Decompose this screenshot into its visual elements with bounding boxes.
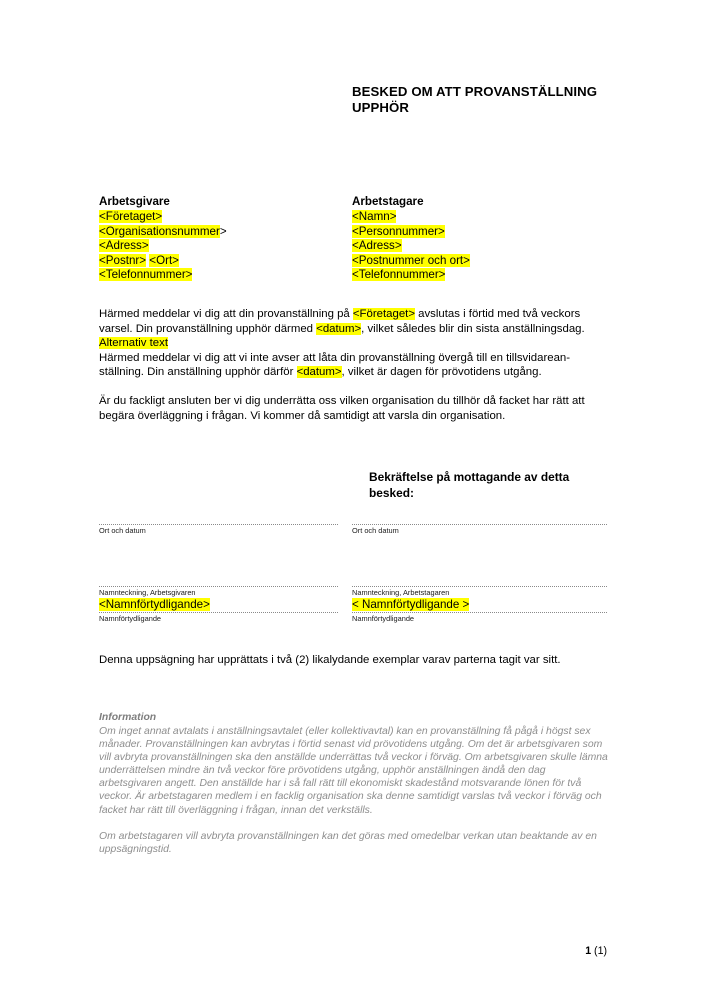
employer-signature-caption: Namnteckning, Arbetsgivaren (99, 588, 196, 597)
employee-name (352, 210, 607, 225)
employer-address-value: <Adress> (99, 239, 149, 253)
employer-orgnumber (99, 225, 338, 240)
confirmation-heading: Bekräftelse på mottagande av detta besked: (369, 470, 570, 500)
employer-orgnumber-value: <Organisationsnummer (99, 224, 220, 238)
notice-paragraph-alternative (99, 351, 611, 380)
employee-place-date-caption: Ort och datum (352, 526, 399, 535)
employer-orgnumber-bracket: > (219, 224, 227, 238)
body-content (99, 307, 611, 423)
notice-primary-date: <datum> (316, 322, 362, 335)
employer-name-caption: Namnförtydligande (99, 614, 162, 623)
notice-primary-part1: Härmed meddelar vi dig att din provanställning på (99, 308, 353, 320)
employee-address-value: <Adress> (352, 239, 402, 253)
employer-postal-city (99, 254, 338, 269)
closing-statement: Denna uppsägning har upprättats i två (2) likalydande exemplar varav parterna tagit var sitt. (99, 654, 561, 666)
information-spacer (99, 817, 611, 830)
notice-alt-part2: , vilket är dagen för prövotidens utgång. (341, 366, 542, 379)
employee-block (352, 194, 607, 283)
information-paragraph-1: Om inget annat avtalats i anställningsavtalet (eller kollektivavtal) kan en provanställning få pågå i högst sex månader. Provanställningen kan avbrytas i förtid senast vid prövotidens utgång. Om det är arbetsgivaren som vill avbryta provanställningen ska den anställde underrättas två veckor i förväg. Om arbetsgivaren skulle lämna underrättelsen mindre än två veckor före prövotidens utgång, upphör anställningen ändå den dag arbetsgivaren angett. Den anställde har i så fall rätt till ekonomiskt skadestånd motsvarande lönen för två veckor. Är arbetstagaren medlem i en facklig organisation ska denne samtidigt varslas två veckor i förväg och facket har rätt till överläggning i frågan, innan det verkställs. (99, 726, 608, 816)
employer-place-date-block (99, 524, 338, 536)
employer-place-date-line[interactable] (99, 524, 338, 525)
employer-city-value: <Ort> (149, 253, 179, 267)
employer-block (99, 194, 338, 283)
employee-signature-line[interactable] (352, 586, 607, 587)
employee-place-date-line[interactable] (352, 524, 607, 525)
employee-phone-value: <Telefonnummer> (352, 268, 446, 282)
employer-signature-line[interactable] (99, 586, 338, 587)
employer-phone (99, 268, 338, 283)
information-paragraph-2: Om arbetstagaren vill avbryta provanställningen kan det göras med omedelbar verkan utan beaktande av en uppsägningstid. (99, 830, 597, 855)
notice-primary-part3: , vilket således blir din sista anställningsdag. (361, 322, 585, 335)
employer-name-line[interactable] (99, 612, 338, 613)
employee-place-date-block (352, 524, 607, 536)
employee-personnumber-value: <Personnummer> (352, 224, 445, 238)
alternative-text-label-value: Alternativ text (99, 337, 169, 350)
employer-phone-value: <Telefonnummer> (99, 268, 193, 282)
employee-name-clarification-value: < Namnförtydligande > (352, 598, 470, 611)
employee-heading: Arbetstagare (352, 195, 424, 208)
employee-address (352, 239, 607, 254)
employee-phone (352, 268, 607, 283)
employer-signature-block (99, 586, 338, 624)
paragraph-spacer (99, 380, 611, 394)
employee-personnumber (352, 225, 607, 240)
employee-name-caption: Namnförtydligande (352, 614, 415, 623)
employer-company (99, 210, 338, 225)
information-heading: Information (99, 712, 157, 723)
page-footer (99, 944, 607, 958)
employee-name-clarification[interactable] (352, 598, 607, 612)
employer-address (99, 239, 338, 254)
employee-signature-block (352, 586, 607, 624)
page-title: BESKED OM ATT PROVANSTÄLLNING UPPHÖR (352, 84, 598, 115)
union-paragraph: Är du fackligt ansluten ber vi dig underrätta oss vilken organisation du tillhör då facket har rätt att begära överläggning i frågan. Vi kommer då samtidigt att varsla din organisation. (99, 394, 585, 422)
employer-company-value: <Företaget> (99, 210, 163, 223)
notice-primary-company: <Företaget> (352, 308, 415, 320)
employer-heading: Arbetsgivare (99, 195, 170, 208)
notice-primary-part2: avslutas i förtid med två veckors varsel. Din provanställning upphör därmed (99, 308, 581, 335)
employer-name-clarification[interactable] (99, 598, 338, 612)
employer-place-date-caption: Ort och datum (99, 526, 146, 535)
employee-name-value: <Namn> (352, 210, 397, 223)
notice-alt-date: <datum> (296, 366, 342, 379)
employee-postal-city (352, 254, 607, 269)
employer-name-clarification-value: <Namnförtydligande> (99, 598, 210, 611)
footer-page-total: (1) (594, 945, 607, 957)
employee-name-line[interactable] (352, 612, 607, 613)
footer-page-number: 1 (585, 945, 592, 957)
information-section (99, 711, 611, 856)
employee-postal-city-value: <Postnummer och ort> (352, 253, 470, 267)
employee-signature-caption: Namnteckning, Arbetstagaren (352, 588, 450, 597)
notice-paragraph-primary (99, 307, 611, 336)
alternative-text-label (99, 336, 611, 351)
notice-alt-part1: Härmed meddelar vi dig att vi inte avser att låta din provanställning övergå till en tillsvidarean-ställning. Din anställning upphör därför (99, 351, 571, 379)
employer-postcode-value: <Postnr> (99, 253, 147, 267)
